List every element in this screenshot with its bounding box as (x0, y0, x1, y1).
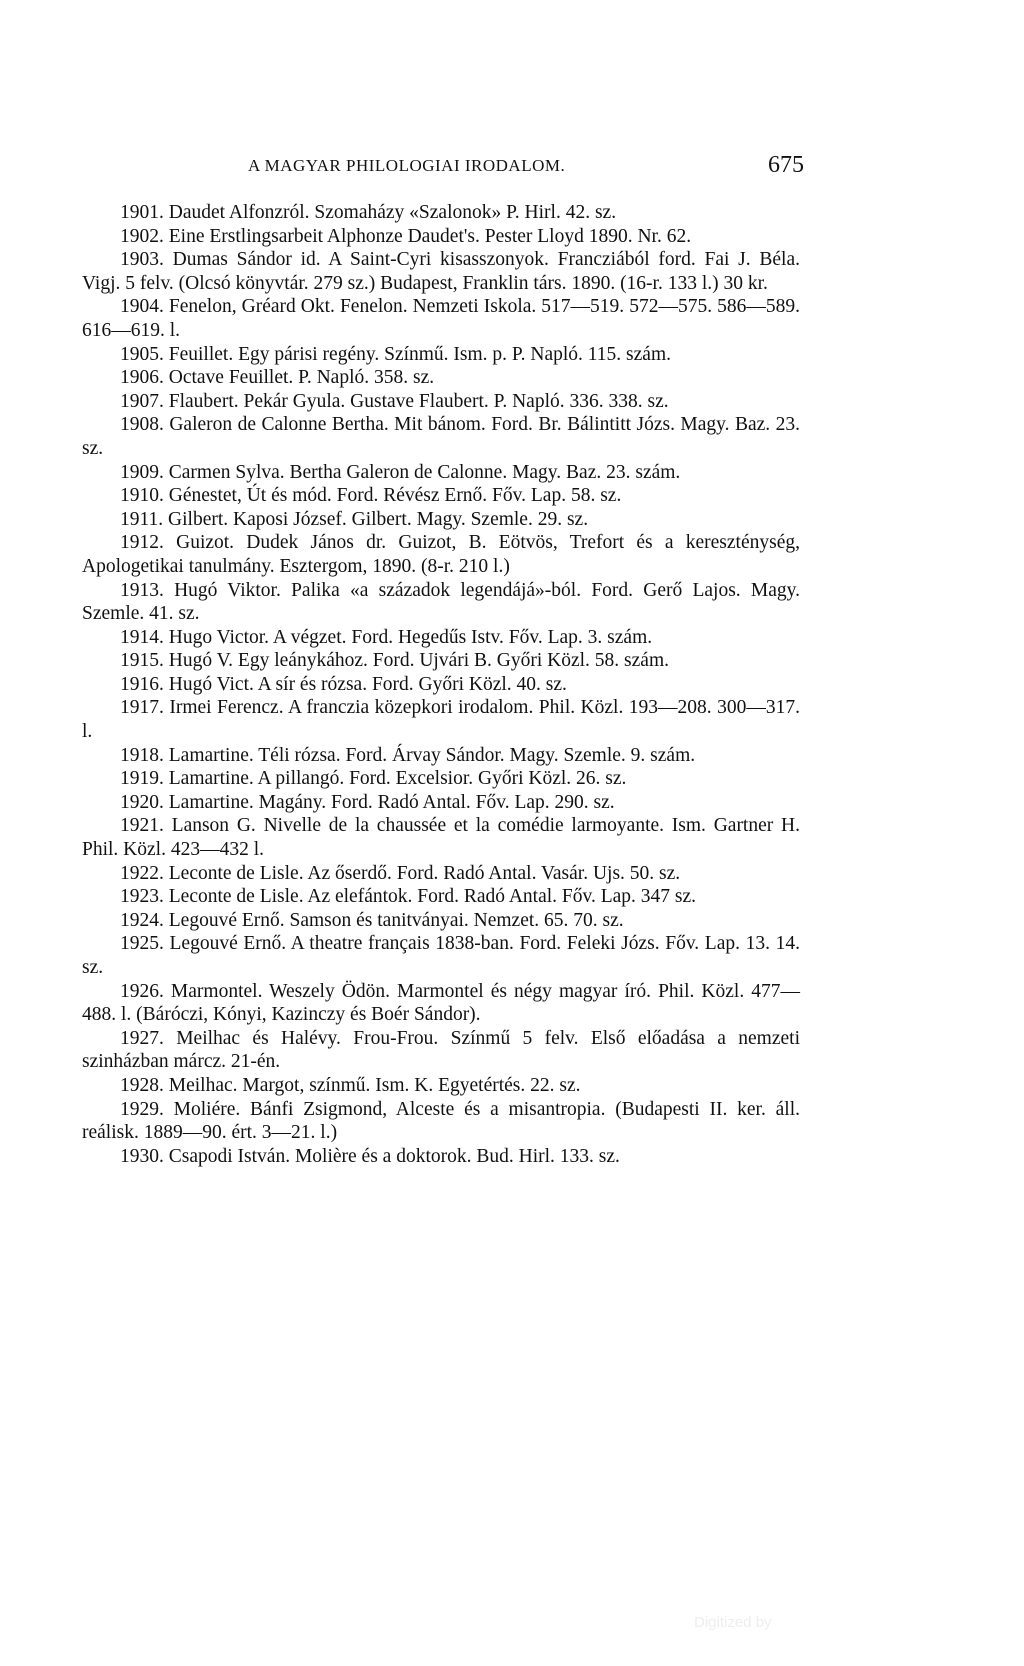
entry-1922: 1922. Leconte de Lisle. Az őserdő. Ford. Radó Antal. Vasár. Ujs. 50. sz. (120, 862, 681, 884)
entry-1924: 1924. Legouvé Ernő. Samson és tanitványai. Nemzet. 65. 70. sz. (120, 909, 624, 931)
entry-1916: 1916. Hugó Vict. A sír és rózsa. Ford. Győri Közl. 40. sz. (120, 673, 567, 695)
entry-1928: 1928. Meilhac. Margot, színmű. Ism. K. Egyetértés. 22. sz. (120, 1074, 581, 1096)
entry-1911: 1911. Gilbert. Kaposi József. Gilbert. Magy. Szemle. 29. sz. (120, 508, 589, 530)
entry-1925: 1925. Legouvé Ernő. A theatre français 1838-ban. Ford. Feleki Józs. Főv. Lap. 13. 14. sz. (82, 933, 800, 978)
entry-1926: 1926. Marmontel. Weszely Ödön. Marmontel és négy magyar író. Phil. Közl. 477—488. l. (Báróczi, Kónyi, Kazinczy és Boér Sándor). (82, 980, 800, 1026)
entry-1927: 1927. Meilhac és Halévy. Frou-Frou. Színmű 5 felv. Első előadása a nemzeti szinházban márcz. 21-én. (82, 1027, 800, 1073)
entry-1915: 1915. Hugó V. Egy leánykához. Ford. Ujvári B. Győri Közl. 58. szám. (120, 650, 669, 672)
entry-1906: 1906. Octave Feuillet. P. Napló. 358. sz. (120, 367, 435, 389)
entry-1919: 1919. Lamartine. A pillangó. Ford. Excelsior. Győri Közl. 26. sz. (120, 768, 627, 790)
entry-1910: 1910. Génestet, Út és mód. Ford. Révész Ernő. Főv. Lap. 58. sz. (120, 485, 622, 507)
entry-1905: 1905. Feuillet. Egy párisi regény. Színmű. Ism. p. P. Napló. 115. szám. (120, 343, 671, 365)
entry-1904: 1904. Fenelon, Gréard Okt. Fenelon. Nemzeti Iskola. 517—519. 572—575. 586—589. 616—619. l. (82, 296, 800, 341)
entry-1901: 1901. Daudet Alfonzról. Szomaházy «Szalonok» P. Hirl. 42. sz. (120, 202, 617, 223)
entry-1921: 1921. Lanson G. Nivelle de la chaussée et la comédie larmoyante. Ism. Gartner H. Phil. Közl. 423—432 l. (82, 815, 800, 861)
entry-1920: 1920. Lamartine. Magány. Ford. Radó Antal. Főv. Lap. 290. sz. (120, 791, 615, 813)
page-number: 675 (768, 152, 804, 178)
entry-1918: 1918. Lamartine. Téli rózsa. Ford. Árvay Sándor. Magy. Szemle. 9. szám. (120, 744, 696, 766)
entry-1902: 1902. Eine Erstlingsarbeit Alphonze Daudet's. Pester Lloyd 1890. Nr. 62. (120, 225, 692, 247)
entry-1907: 1907. Flaubert. Pekár Gyula. Gustave Flaubert. P. Napló. 336. 338. sz. (120, 390, 669, 412)
entry-1914: 1914. Hugo Victor. A végzet. Ford. Hegedűs Istv. Főv. Lap. 3. szám. (120, 626, 653, 648)
digitized-by-watermark: Digitized by (694, 1614, 772, 1631)
entry-1908: 1908. Galeron de Calonne Bertha. Mit bánom. Ford. Br. Bálintitt Józs. Magy. Baz. 23. sz. (82, 414, 800, 459)
entry-1913: 1913. Hugó Viktor. Palika «a századok legendájá»-ból. Ford. Gerő Lajos. Magy. Szemle. 41. sz. (82, 579, 800, 625)
entry-1923: 1923. Leconte de Lisle. Az elefántok. Ford. Radó Antal. Főv. Lap. 347 sz. (120, 886, 697, 908)
entry-1929: 1929. Moliére. Bánfi Zsigmond, Alceste és a misantropia. (Budapesti II. ker. áll. reálisk. 1889—90. ért. 3—21. l.) (82, 1098, 800, 1144)
entry-1912: 1912. Guizot. Dudek János dr. Guizot, B. Eötvös, Trefort és a kereszténység, Apologetikai tanulmány. Esztergom, 1890. (8-r. 210 l.) (82, 532, 800, 577)
entry-1903: 1903. Dumas Sándor id. A Saint-Cyri kisasszonyok. Francziából ford. Fai J. Béla. Vigj. 5 felv. (Olcsó könyvtár. 279 sz.) Budapest, Franklin társ. 1890. (16-r. 133 l.) 30 kr. (82, 249, 800, 294)
entry-1930: 1930. Csapodi István. Molière és a doktorok. Bud. Hirl. 133. sz. (120, 1145, 620, 1167)
running-title: A MAGYAR PHILOLOGIAI IRODALOM. (248, 156, 566, 175)
bibliography-list (82, 201, 800, 1168)
running-head (248, 152, 804, 184)
entry-1909: 1909. Carmen Sylva. Bertha Galeron de Calonne. Magy. Baz. 23. szám. (120, 461, 681, 483)
entry-1917: 1917. Irmei Ferencz. A franczia közepkori irodalom. Phil. Közl. 193—208. 300—317. l. (82, 697, 800, 743)
